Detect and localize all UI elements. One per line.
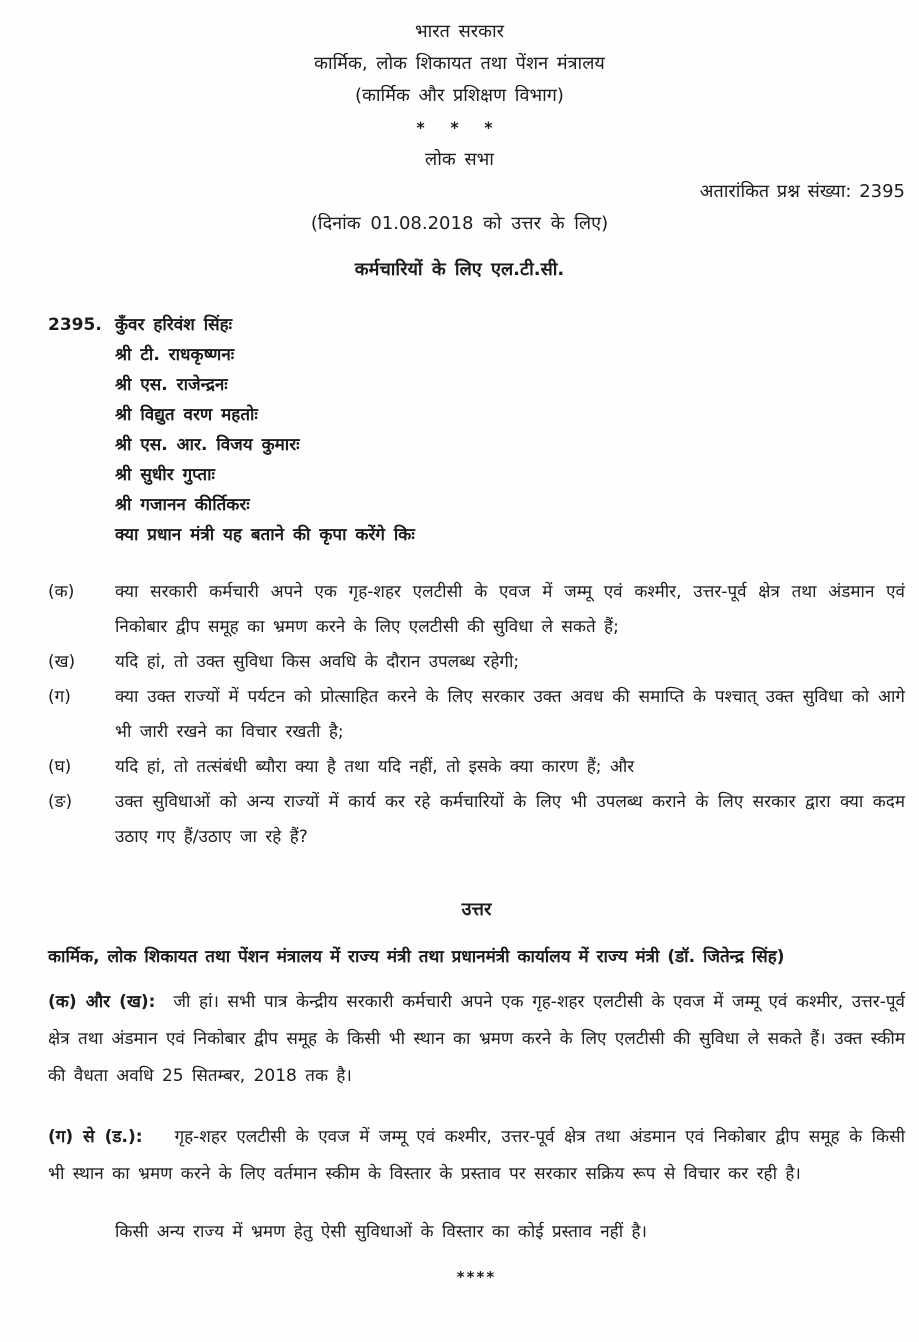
question-item-kha [48, 645, 905, 680]
answer-paragraph-text: जी हां। सभी पात्र केन्द्रीय सरकारी कर्मचारी अपने एक गृह-शहर एलटीसी के एवज में जम्मू एवं कश्मीर, उत्तर-पूर्व क्षेत्र तथा अंडमान एवं निकोबार द्वीप समूह के किसी भी स्थान का भ्रमण करने के लिए एलटीसी की सुविधा ले सकते हैं। उक्त स्कीम की वैधता अवधि 25 सितम्बर, 2018 तक है। [48, 992, 905, 1086]
question-item-text: यदि हां, तो तत्संबंधी ब्यौरा क्या है तथा यदि नहीं, तो इसके क्या कारण हैं; और [115, 757, 635, 777]
answer-paragraph-ka-kha [48, 984, 905, 1095]
question-item-label: (ग) [48, 687, 71, 707]
separator-stars: * * * [416, 118, 503, 137]
member-name: श्री गजानन कीर्तिकरः [115, 495, 250, 515]
department-title: (कार्मिक और प्रशिक्षण विभाग) [355, 85, 564, 106]
member-name: श्री विद्युत वरण महतोः [115, 405, 258, 425]
question-item-ka [48, 575, 905, 645]
answer-paragraph-label: (ग) से (ड.): [48, 1127, 143, 1147]
house-title: लोक सभा [425, 149, 494, 170]
question-item-text: क्या उक्त राज्यों में पर्यटन को प्रोत्साहित करने के लिए सरकार उक्त अवध की समाप्ति के पश्चात् उक्त सुविधा को आगे भी जारी रखने का विचार रखती है; [115, 687, 905, 742]
question-item-label: (ख) [48, 652, 76, 672]
end-stars: **** [456, 1268, 497, 1286]
member-name: श्री एस. राजेन्द्रनः [115, 375, 228, 395]
member-name: श्री टी. राधकृष्णनः [115, 345, 235, 365]
answer-paragraph-label: (क) और (ख): [48, 992, 156, 1012]
question-item-label: (क) [48, 582, 75, 602]
answer-paragraph-text: गृह-शहर एलटीसी के एवज में जम्मू एवं कश्मीर, उत्तर-पूर्व क्षेत्र तथा अंडमान एवं निकोबार द्वीप समूह के किसी भी स्थान का भ्रमण करने के लिए वर्तमान स्कीम के विस्तार के प्रस्ताव पर सरकार सक्रिय रूप से विचार कर रही है। [48, 1127, 905, 1184]
document-body [0, 310, 919, 1287]
minister-line: कार्मिक, लोक शिकायत तथा पेंशन मंत्रालय में राज्य मंत्री तथा प्रधानमंत्री कार्यालय में राज्य मंत्री (डॉ. जितेन्द्र सिंह) [48, 947, 785, 967]
answer-paragraph-ga-nga [48, 1119, 905, 1193]
question-items [48, 575, 905, 855]
answer-date-line: (दिनांक 01.08.2018 को उत्तर के लिए) [310, 213, 609, 234]
question-item-nga [48, 785, 905, 855]
government-title: भारत सरकार [414, 21, 505, 42]
question-item-text: क्या सरकारी कर्मचारी अपने एक गृह-शहर एलटीसी के एवज में जम्मू एवं कश्मीर, उत्तर-पूर्व क्षेत्र तथा अंडमान एवं निकोबार द्वीप समूह का भ्रमण करने के लिए एलटीसी की सुविधा ले सकते हैं; [115, 582, 905, 637]
answer-paragraph-final: किसी अन्य राज्य में भ्रमण हेतु ऐसी सुविधाओं के विस्तार का कोई प्रस्ताव नहीं है। [115, 1222, 647, 1242]
question-item-gha [48, 750, 905, 785]
question-number: 2395. [48, 315, 102, 335]
question-item-label: (ङ) [48, 792, 73, 812]
member-name: श्री एस. आर. विजय कुमारः [115, 435, 300, 455]
subject-title: कर्मचारियों के लिए एल.टी.सी. [354, 259, 565, 280]
question-item-text: उक्त सुविधाओं को अन्य राज्यों में कार्य कर रहे कर्मचारियों के लिए भी उपलब्ध कराने के लिए सरकार द्वारा क्या कदम उठाए गए हैं/उठाए जा रहे हैं? [115, 792, 905, 847]
question-number-line: अतारांकित प्रश्न संख्या: 2395 [699, 181, 905, 202]
document-header [0, 0, 919, 286]
question-members-block [48, 310, 905, 550]
ministry-title: कार्मिक, लोक शिकायत तथा पेंशन मंत्रालय [314, 53, 605, 74]
member-name: कुँवर हरिवंश सिंहः [115, 315, 233, 335]
member-name: श्री सुधीर गुप्ताः [115, 465, 215, 485]
question-item-ga [48, 680, 905, 750]
question-item-text: यदि हां, तो उक्त सुविधा किस अवधि के दौरान उपलब्ध रहेगी; [115, 652, 520, 672]
answer-heading: उत्तर [461, 899, 492, 920]
question-item-label: (घ) [48, 757, 72, 777]
question-lead-line: क्या प्रधान मंत्री यह बताने की कृपा करेंगे किः [115, 525, 415, 545]
